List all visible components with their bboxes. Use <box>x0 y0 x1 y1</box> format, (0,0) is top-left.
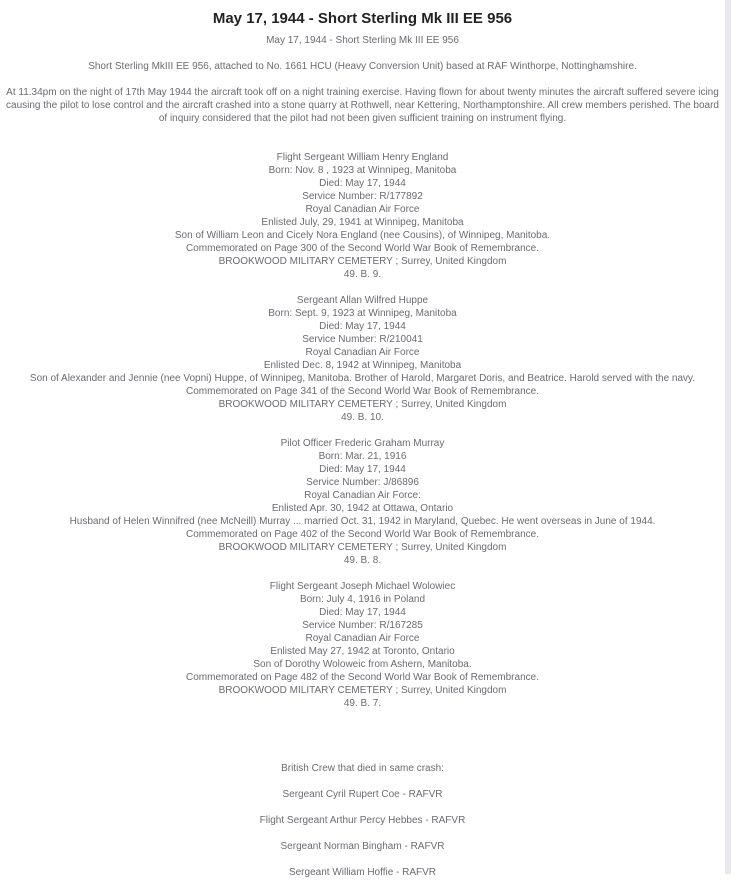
crew-member-detail: Commemorated on Page 300 of the Second World War Book of Remembrance. <box>186 243 539 254</box>
crew-member-detail: Commemorated on Page 341 of the Second World War Book of Remembrance. <box>186 386 539 397</box>
crew-member-block <box>0 294 725 424</box>
british-crew-section <box>0 762 725 892</box>
crew-member-detail: BROOKWOOD MILITARY CEMETERY ; Surrey, United Kingdom <box>218 256 507 267</box>
crew-member-detail: 49. B. 7. <box>343 698 382 709</box>
crew-member-detail: Son of Dorothy Woloweic from Ashern, Manitoba. <box>253 659 472 670</box>
crew-member-detail: Commemorated on Page 482 of the Second World War Book of Remembrance. <box>186 672 539 683</box>
british-crew-member: Sergeant Cyril Rupert Coe - RAFVR <box>282 789 443 800</box>
crew-member-detail: Died: May 17, 1944 <box>319 464 406 475</box>
crew-member-block <box>0 151 725 281</box>
crew-member-detail: Born: Mar. 21, 1916 <box>318 451 407 462</box>
british-crew-member: Sergeant Norman Bingham - RAFVR <box>280 841 445 852</box>
crew-member-detail: Son of William Leon and Cicely Nora England (nee Cousins), of Winnipeg, Manitoba. <box>174 230 551 241</box>
crew-member-detail: Died: May 17, 1944 <box>319 321 406 332</box>
crew-member-detail: Royal Canadian Air Force: <box>304 490 421 501</box>
crew-member-name: Pilot Officer Frederic Graham Murray <box>280 438 445 449</box>
british-crew-member: Sergeant William Hoffie - RAFVR <box>288 867 437 878</box>
scrollbar-track[interactable] <box>725 0 731 874</box>
crew-member-detail: Commemorated on Page 402 of the Second World War Book of Remembrance. <box>186 529 539 540</box>
crew-member-detail: Service Number: R/210041 <box>302 334 423 345</box>
crew-member-detail: Died: May 17, 1944 <box>319 178 406 189</box>
crew-member-name: Sergeant Allan Wilfred Huppe <box>296 295 429 306</box>
crew-member-detail: BROOKWOOD MILITARY CEMETERY ; Surrey, United Kingdom <box>218 685 507 696</box>
crew-member-detail: 49. B. 10. <box>341 412 384 423</box>
british-crew-heading: British Crew that died in same crash: <box>281 763 444 774</box>
crew-member-detail: 49. B. 8. <box>343 555 382 566</box>
crew-member-detail: Service Number: R/177892 <box>302 191 423 202</box>
crew-member-detail: Enlisted May 27, 1942 at Toronto, Ontario <box>270 646 455 657</box>
british-crew-member: Flight Sergeant Arthur Percy Hebbes - RAFVR <box>259 815 466 826</box>
intro-paragraph: Short Sterling MkIII EE 956, attached to No. 1661 HCU (Heavy Conversion Unit) based at RAF Winthorpe, Nottinghamshire. <box>88 61 637 72</box>
crew-member-detail: Service Number: R/167285 <box>302 620 423 631</box>
crew-member-detail: Enlisted Dec. 8, 1942 at Winnipeg, Manitoba <box>263 360 462 371</box>
subtitle: May 17, 1944 - Short Sterling Mk III EE 956 <box>266 35 459 46</box>
crew-member-detail: Royal Canadian Air Force <box>305 347 420 358</box>
crew-member-block <box>0 580 725 710</box>
description-paragraph: At 11.34pm on the night of 17th May 1944 the aircraft took off on a night training exercise. Having flown for about twenty minutes the aircraft suffered severe icing causing the pilot to lose control and the aircraft crashed into a stone quarry at Rothwell, near Kettering, Northamptonshire. All crew members perished. The board of inquiry considered that the pilot had not been given sufficient training on instrument flying. <box>6 87 719 124</box>
crew-member-detail: Husband of Helen Winnifred (nee McNeill) Murray ... married Oct. 31, 1942 in Maryland, Quebec. He went overseas in June of 1944. <box>69 516 656 527</box>
crew-member-detail: Royal Canadian Air Force <box>305 204 420 215</box>
crew-member-detail: Service Number: J/86896 <box>306 477 419 488</box>
crew-member-detail: Born: Nov. 8 , 1923 at Winnipeg, Manitoba <box>268 165 457 176</box>
crew-member-detail: BROOKWOOD MILITARY CEMETERY ; Surrey, United Kingdom <box>218 542 507 553</box>
crew-member-detail: Died: May 17, 1944 <box>319 607 406 618</box>
crew-member-name: Flight Sergeant Joseph Michael Wolowiec <box>269 581 456 592</box>
crew-member-detail: Born: July 4, 1916 in Poland <box>299 594 426 605</box>
crew-member-block <box>0 437 725 567</box>
crew-member-detail: Son of Alexander and Jennie (nee Vopni) Huppe, of Winnipeg, Manitoba. Brother of Harold, Margaret Doris, and Beatrice. Harold served with the navy. <box>29 373 696 384</box>
crew-member-detail: Enlisted July, 29, 1941 at Winnipeg, Manitoba <box>261 217 464 228</box>
crew-member-detail: Enlisted Apr. 30, 1942 at Ottawa, Ontario <box>271 503 454 514</box>
page-title: May 17, 1944 - Short Sterling Mk III EE 956 <box>212 10 513 27</box>
crew-member-detail: 49. B. 9. <box>343 269 382 280</box>
crew-member-detail: Royal Canadian Air Force <box>305 633 420 644</box>
crew-member-detail: Born: Sept. 9, 1923 at Winnipeg, Manitoba <box>268 308 457 319</box>
crew-member-detail: BROOKWOOD MILITARY CEMETERY ; Surrey, United Kingdom <box>218 399 507 410</box>
crew-member-name: Flight Sergeant William Henry England <box>276 152 449 163</box>
